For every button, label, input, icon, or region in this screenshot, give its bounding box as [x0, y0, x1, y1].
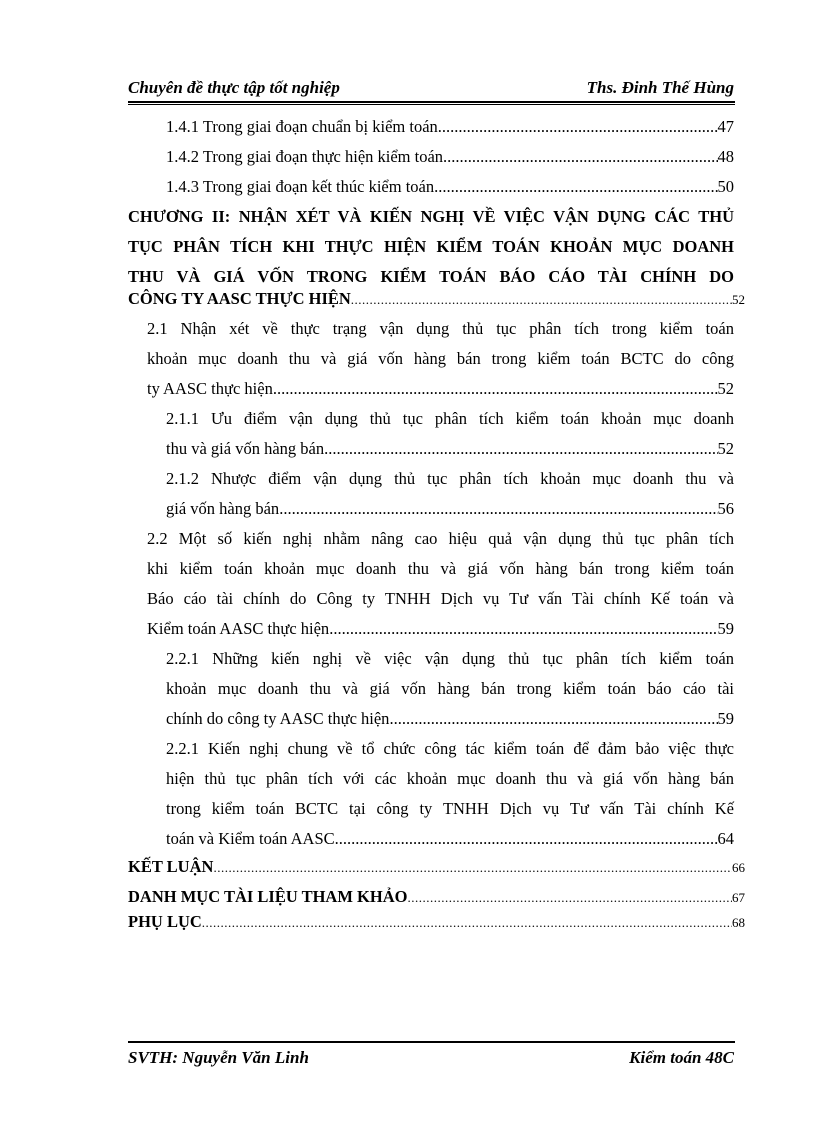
toc-chapter-2-line-1[interactable]: CHƯƠNG II: NHẬN XÉT VÀ KIẾN NGHỊ VỀ VIỆC VẬN DỤNG CÁC THỦ: [128, 207, 734, 226]
toc-entry-title: 1.4.1 Trong giai đoạn chuẩn bị kiểm toán: [166, 117, 438, 136]
footer-rule: [128, 1041, 735, 1043]
toc-entry-title: giá vốn hàng bán: [166, 499, 280, 518]
toc-entry-1-4-3[interactable]: [166, 172, 734, 202]
toc-conclusion[interactable]: [128, 852, 745, 882]
toc-page-number: 68: [732, 915, 745, 930]
toc-leader: [279, 494, 717, 524]
toc-page-number: 59: [717, 709, 734, 728]
toc-section-2-2-2-line-1[interactable]: 2.2.1 Kiến nghị chung về tổ chức công tác kiểm toán để đảm bảo việc thực: [166, 739, 734, 758]
toc-leader: [324, 434, 717, 464]
toc-section-2-2-line-3[interactable]: Báo cáo tài chính do Công ty TNHH Dịch vụ Tư vấn Tài chính Kế toán và: [147, 589, 734, 608]
toc-leader: [202, 908, 732, 938]
toc-page-number: 66: [732, 860, 745, 875]
toc-leader: [329, 614, 717, 644]
toc-entry-title: thu và giá vốn hàng bán: [166, 439, 325, 458]
toc-leader: [213, 853, 732, 883]
toc-entry-title: KẾT LUẬN: [128, 857, 214, 876]
toc-entry-title: CÔNG TY AASC THỰC HIỆN: [128, 289, 351, 308]
toc-chapter-2-line-3[interactable]: THU VÀ GIÁ VỐN TRONG KIỂM TOÁN BÁO CÁO TÀI CHÍNH DO: [128, 267, 734, 286]
toc-chapter-2-line-4[interactable]: [128, 284, 745, 314]
toc-leader: [273, 374, 718, 404]
toc-entry-title: DANH MỤC TÀI LIỆU THAM KHẢO: [128, 887, 408, 906]
toc-entry-title: 1.4.2 Trong giai đoạn thực hiện kiểm toán: [166, 147, 444, 166]
toc-page-number: 56: [717, 499, 734, 518]
toc-section-2-2-line-2[interactable]: khi kiểm toán khoản mục doanh thu và giá vốn hàng bán trong kiểm toán: [147, 559, 734, 578]
toc-section-2-2-line-1[interactable]: 2.2 Một số kiến nghị nhằm nâng cao hiệu quả vận dụng thủ tục phân tích: [147, 529, 734, 548]
toc-section-2-2-2-line-3[interactable]: trong kiểm toán BCTC tại công ty TNHH Dịch vụ Tư vấn Tài chính Kế: [166, 799, 734, 818]
toc-section-2-2-1-line-1[interactable]: 2.2.1 Những kiến nghị về việc vận dụng thủ tục phân tích kiểm toán: [166, 649, 734, 668]
toc-page-number: 59: [717, 619, 734, 638]
toc-entry-1-4-1[interactable]: [166, 112, 734, 142]
toc-leader: [438, 112, 718, 142]
toc-section-2-2-2-line-2[interactable]: hiện thủ tục phân tích với các khoản mục doanh thu và giá vốn hàng bán: [166, 769, 734, 788]
toc-page-number: 48: [717, 147, 734, 166]
toc-section-2-1-1-line-1[interactable]: 2.1.1 Ưu điểm vận dụng thủ tục phân tích kiểm toán khoản mục doanh: [166, 409, 734, 428]
toc-page-number: 52: [732, 292, 745, 307]
toc-section-2-1-2-line-2[interactable]: [166, 494, 734, 524]
toc-section-2-2-2-line-4[interactable]: [166, 824, 734, 854]
toc-entry-title: ty AASC thực hiện: [147, 379, 273, 398]
footer-student: SVTH: Nguyễn Văn Linh: [128, 1048, 309, 1067]
header-author: Ths. Đinh Thế Hùng: [586, 78, 734, 97]
toc-section-2-1-line-3[interactable]: [147, 374, 734, 404]
toc-leader: [335, 824, 718, 854]
toc-section-2-2-1-line-2[interactable]: khoản mục doanh thu và giá vốn hàng bán trong kiểm toán báo cáo tài: [166, 679, 734, 698]
toc-section-2-1-2-line-1[interactable]: 2.1.2 Nhược điểm vận dụng thủ tục phân tích khoản mục doanh thu và: [166, 469, 734, 488]
toc-section-2-2-line-4[interactable]: [147, 614, 734, 644]
footer-class: Kiểm toán 48C: [629, 1048, 734, 1067]
toc-entry-1-4-2[interactable]: [166, 142, 734, 172]
toc-leader: [443, 142, 717, 172]
toc-entry-title: PHỤ LỤC: [128, 912, 202, 931]
toc-leader: [389, 704, 717, 734]
page-footer: [128, 1048, 734, 1072]
toc-page-number: 64: [717, 829, 734, 848]
toc-entry-title: toán và Kiểm toán AASC: [166, 829, 335, 848]
toc-appendix[interactable]: [128, 907, 745, 937]
toc-section-2-2-1-line-3[interactable]: [166, 704, 734, 734]
toc-section-2-1-line-2[interactable]: khoản mục doanh thu và giá vốn hàng bán trong kiểm toán BCTC do công: [147, 349, 734, 368]
toc-entry-title: 1.4.3 Trong giai đoạn kết thúc kiểm toán: [166, 177, 435, 196]
toc-page-number: 67: [732, 890, 745, 905]
toc-entry-title: chính do công ty AASC thực hiện: [166, 709, 390, 728]
toc-page-number: 52: [717, 379, 734, 398]
toc-page-number: 47: [717, 117, 734, 136]
toc-section-2-1-line-1[interactable]: 2.1 Nhận xét về thực trạng vận dụng thủ tục phân tích trong kiểm toán: [147, 319, 734, 338]
toc-section-2-1-1-line-2[interactable]: [166, 434, 734, 464]
toc-entry-title: Kiểm toán AASC thực hiện: [147, 619, 330, 638]
toc-page-number: 50: [717, 177, 734, 196]
toc-leader: [434, 172, 717, 202]
header-title: Chuyên đề thực tập tốt nghiệp: [128, 78, 340, 97]
toc-leader: [351, 285, 732, 315]
toc-chapter-2-line-2[interactable]: TỤC PHÂN TÍCH KHI THỰC HIỆN KIỂM TOÁN KHOẢN MỤC DOANH: [128, 237, 734, 256]
toc-page-number: 52: [717, 439, 734, 458]
